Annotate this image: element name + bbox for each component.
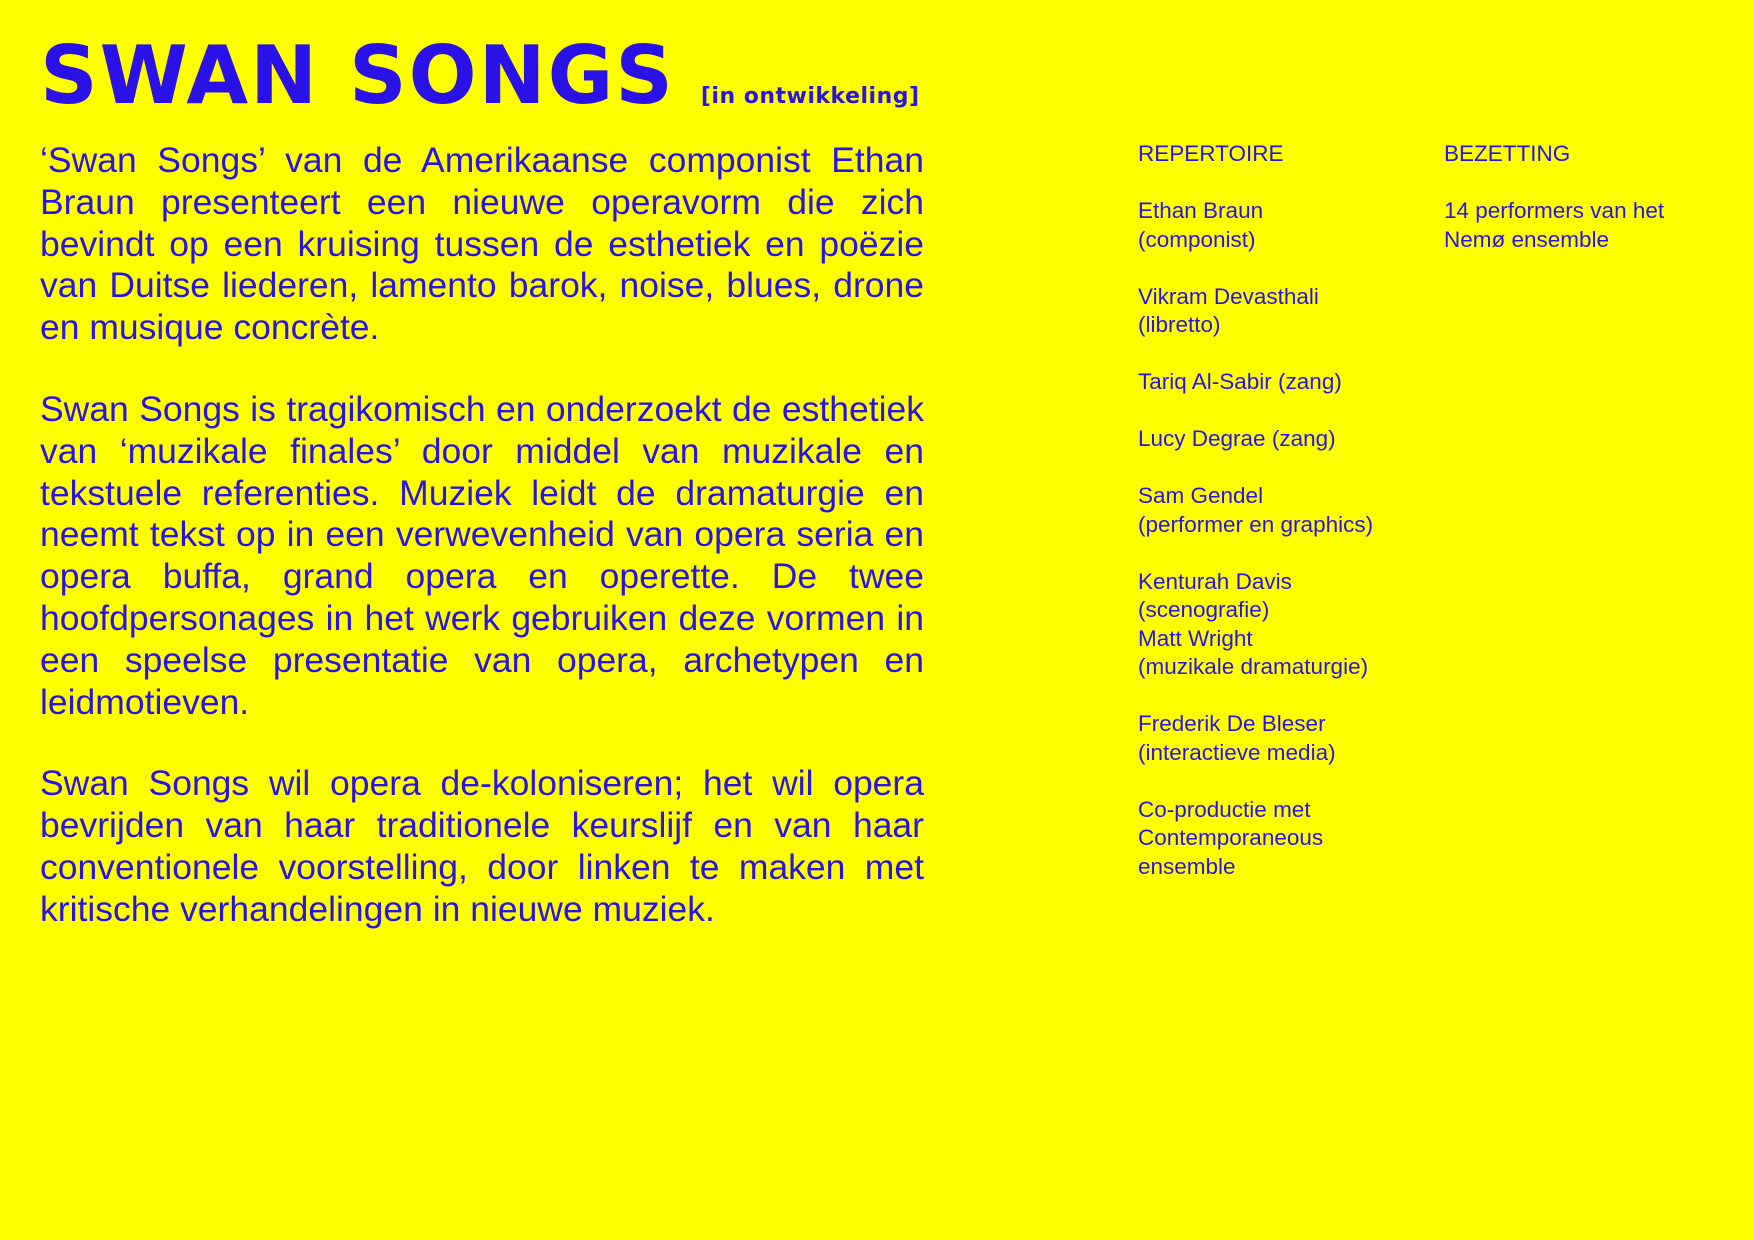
credit-line: ensemble — [1138, 853, 1236, 879]
paragraph-tragicomic: Swan Songs is tragikomisch en onderzoekt de esthetiek van ‘muzikale finales’ door middel van muzikale en tekstuele referenties. Muziek leidt de dramaturgie en neemt tekst op in een verwevenheid van opera seria en opera buffa, grand opera en operette. De twee hoofdpersonages in het werk gebruiken deze vormen in een speelse presentatie van opera, archetypen en leidmotieven. — [40, 388, 924, 722]
credit-line: Sam Gendel — [1138, 483, 1264, 508]
credit-line: Frederik De Bleser — [1138, 711, 1326, 736]
page-title: SWAN SONGS — [40, 29, 675, 122]
repertoire-heading: REPERTOIRE — [1138, 141, 1284, 166]
credit-line: Co-productie met — [1138, 796, 1311, 822]
credit-line: Matt Wright — [1138, 625, 1253, 651]
paragraph-intro: ‘Swan Songs’ van de Amerikaanse componist Ethan Braun presenteert een nieuwe operavorm die zich bevindt op een kruising tussen de esthetiek en poëzie van Duitse liederen, lamento barok, noise, blues, drone en musique concrète. — [40, 140, 924, 348]
credit-entry — [1138, 425, 1428, 454]
credit-line: Vikram Devasthali — [1138, 283, 1319, 309]
credit-line: Tariq Al-Sabir (zang) — [1138, 369, 1342, 394]
repertoire-column — [1138, 140, 1428, 910]
credit-line: (scenografie) — [1138, 597, 1270, 622]
cast-line: 14 performers van het — [1444, 198, 1665, 223]
credit-entry — [1138, 482, 1428, 539]
credit-line: Kenturah Davis — [1138, 568, 1292, 594]
credit-line: Contemporaneous — [1138, 825, 1324, 850]
bezetting-column — [1444, 140, 1744, 283]
credit-line: Lucy Degrae (zang) — [1138, 426, 1336, 451]
header — [40, 26, 920, 126]
credit-line: (performer en graphics) — [1138, 511, 1374, 537]
credit-entry — [1138, 368, 1428, 397]
credit-line: (libretto) — [1138, 312, 1221, 337]
paragraph-decolonise: Swan Songs wil opera de-koloniseren; het wil opera bevrijden van haar traditionele keurslijf en van haar conventionele voorstelling, door linken te maken met kritische verhandelingen in nieuwe muziek. — [40, 763, 924, 929]
cast-entry — [1444, 197, 1744, 254]
credit-line: (componist) — [1138, 226, 1256, 252]
credit-entry — [1138, 710, 1428, 767]
credit-line: (interactieve media) — [1138, 739, 1336, 765]
status-subtitle: [in ontwikkeling] — [700, 84, 920, 109]
description-text — [40, 140, 924, 971]
credit-entry — [1138, 283, 1428, 340]
bezetting-heading: BEZETTING — [1444, 141, 1571, 166]
credit-entry — [1138, 796, 1428, 882]
credit-entry — [1138, 568, 1428, 682]
cast-line: Nemø ensemble — [1444, 226, 1610, 252]
credit-line: (muzikale dramaturgie) — [1138, 654, 1369, 679]
credit-entry — [1138, 197, 1428, 254]
credit-line: Ethan Braun — [1138, 198, 1264, 223]
